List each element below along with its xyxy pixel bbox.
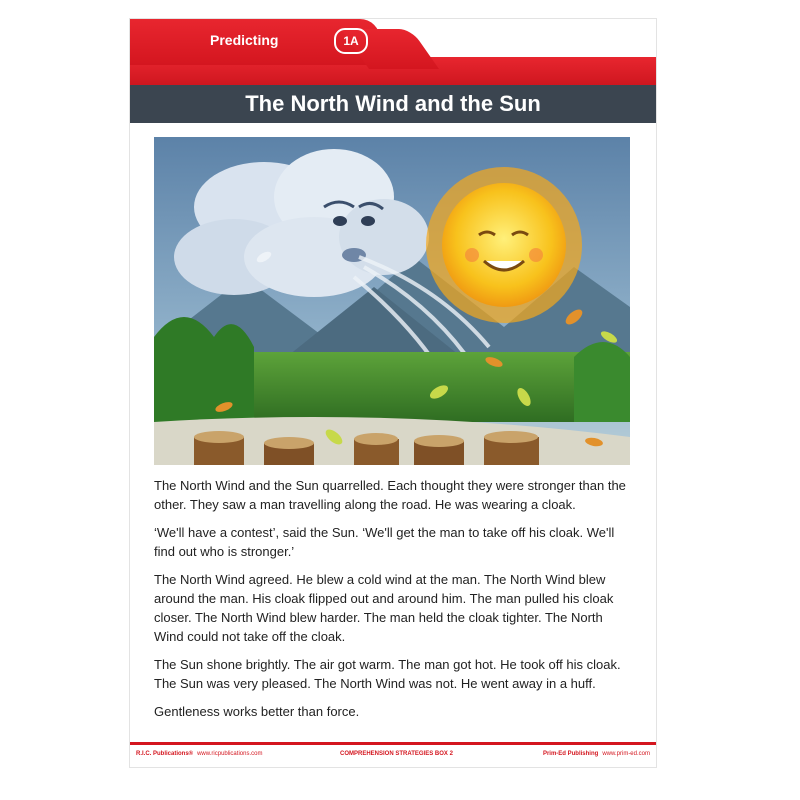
product-name: COMPREHENSION STRATEGIES BOX 2: [340, 751, 453, 757]
footer-left: [136, 751, 262, 757]
story-paragraph: The North Wind agreed. He blew a cold wind at the man. The North Wind blew around the man. His cloak flipped out and around him. The man pulled his cloak closer. The North Wind blew harder. The man held the cloak tighter. The North Wind could not take off the cloak.: [154, 572, 614, 644]
story-paragraph: ‘We'll have a contest’, said the Sun. ‘We'll get the man to take off his cloak. We'll find out who is stronger.’: [154, 525, 615, 559]
section-label: Predicting: [210, 32, 279, 48]
partner-name: Prim-Ed Publishing: [542, 751, 599, 757]
story-text: [154, 476, 634, 730]
publisher-url[interactable]: www.ricpublications.com: [197, 751, 263, 757]
north-wind-and-sun-illustration: [154, 137, 630, 465]
footer-divider: [130, 742, 656, 745]
partner-url[interactable]: www.prim-ed.com: [602, 751, 650, 757]
story-paragraph: The North Wind and the Sun quarrelled. Each thought they were stronger than the other. They saw a man travelling along the road. He was wearing a cloak.: [154, 478, 626, 512]
story-paragraph: The Sun shone brightly. The air got warm. The man got hot. He took off his cloak. The Sun was very pleased. The North Wind was not. He went away in a huff.: [154, 657, 621, 691]
bush-right: [574, 342, 630, 422]
page-title: The North Wind and the Sun: [130, 85, 656, 123]
story-moral: Gentleness works better than force.: [154, 704, 360, 719]
footer-right: [543, 751, 650, 757]
publisher-name: R.I.C. Publications®: [136, 751, 194, 757]
sun-icon: [426, 167, 582, 323]
footer: [130, 749, 656, 763]
bush-left: [154, 317, 254, 422]
illustration-drawing: [154, 137, 630, 465]
worksheet-page: [129, 18, 657, 768]
activity-badge: 1A: [334, 28, 368, 54]
